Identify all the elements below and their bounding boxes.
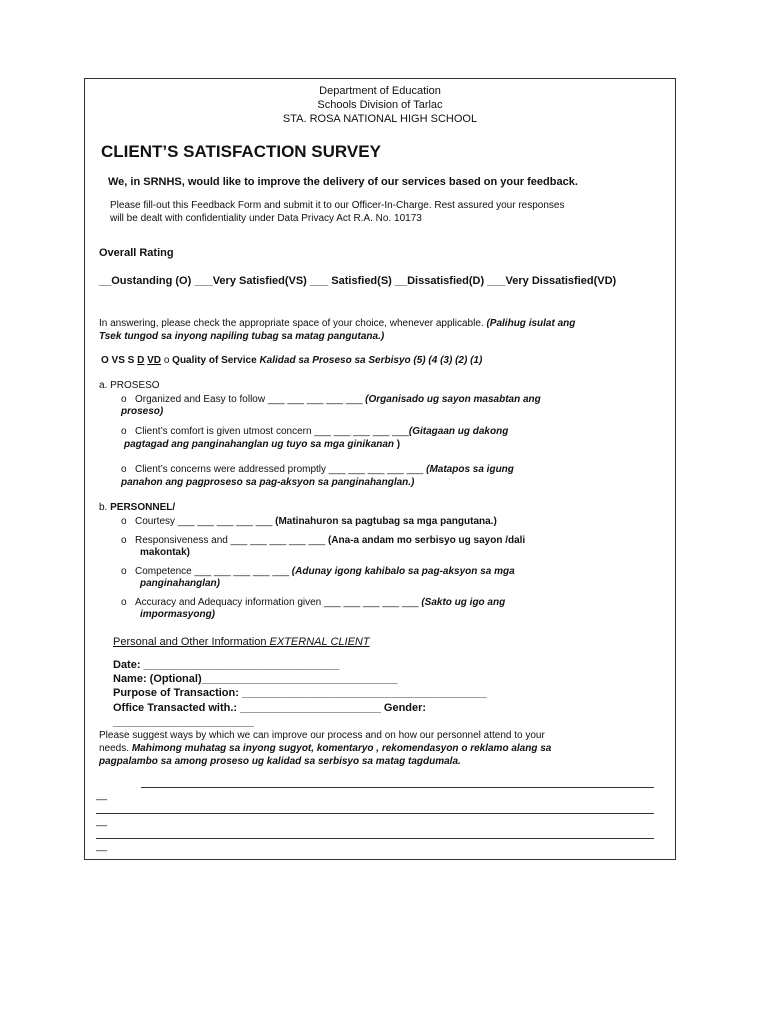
bullet-icon: o xyxy=(121,516,127,527)
gender-field[interactable]: _______________________ xyxy=(113,716,254,728)
school-name: STA. ROSA NATIONAL HIGH SCHOOL xyxy=(282,113,478,125)
quality-label-translation: Kalidad sa Proseso sa Serbisyo xyxy=(259,355,411,366)
purpose-field[interactable]: Purpose of Transaction: ________________________________________ xyxy=(113,687,487,699)
overall-rating-options: __Oustanding (O) ___Very Satisfied(VS) ___ Satisfied(S) __Dissatisfied(D) ___Very Dissatisfied(VD) xyxy=(99,275,617,287)
personnel-item-competence xyxy=(121,566,515,578)
item-text: Competence ___ ___ ___ ___ ___ xyxy=(135,566,292,577)
proseso-heading: a. PROSESO xyxy=(99,380,160,391)
proseso-item-comfort-translation-cont xyxy=(124,439,400,451)
rating-codes: O VS S xyxy=(101,355,138,366)
item-text: Client’s comfort is given utmost concern ___ ___ ___ ___ ___ xyxy=(135,426,409,437)
item-translation: (Matapos sa igung xyxy=(426,464,514,475)
rating-scale: (5) (4 (3) (2) (1) xyxy=(410,355,483,366)
personnel-heading xyxy=(99,502,175,514)
external-client-label: EXTERNAL CLIENT xyxy=(269,636,370,648)
personnel-item-courtesy xyxy=(121,516,497,528)
bullet-icon: o xyxy=(161,355,173,366)
rating-code-vd: VD xyxy=(147,355,162,366)
personnel-item-competence-translation-cont: panginahanglan) xyxy=(140,578,220,589)
instructions-line-1: Please fill-out this Feedback Form and submit it to our Officer-In-Charge. Rest assured your responses xyxy=(110,200,565,211)
suggestion-line-1[interactable] xyxy=(141,787,654,788)
answering-instructions-line-2: Tsek tungod sa inyong napiling tubag sa matag pangutana.) xyxy=(99,331,385,342)
personnel-item-accuracy-translation-cont: impormasyong) xyxy=(140,609,216,620)
bullet-icon: o xyxy=(121,597,127,608)
suggest-translation: Mahimong muhatag sa inyong sugyot, komentaryo , rekomendasyon o reklamo alang sa xyxy=(131,743,552,754)
personnel-item-responsiveness-translation-cont: makontak) xyxy=(140,547,191,558)
bullet-icon: o xyxy=(121,535,127,546)
answering-instructions-translation: (Palihug isulat ang xyxy=(486,318,576,329)
rating-code-d: D xyxy=(137,355,145,366)
suggest-text: needs. xyxy=(99,743,132,754)
suggestion-line-3[interactable] xyxy=(96,838,654,839)
item-text: Accuracy and Adequacy information given ___ ___ ___ ___ ___ xyxy=(135,597,422,608)
item-translation: (Gitagaan ug dakong xyxy=(408,426,509,437)
proseso-item-organized-translation-cont: proseso) xyxy=(121,406,164,417)
date-field[interactable]: Date: ________________________________ xyxy=(113,659,340,671)
item-text: Responsiveness and ___ ___ ___ ___ ___ xyxy=(135,535,328,546)
proseso-item-comfort xyxy=(121,426,508,438)
answering-instructions-text: In answering, please check the appropriate space of your choice, whenever applicable. xyxy=(99,318,487,329)
item-translation-cont: pagtagad ang panginahanglan ug tuyo sa mga ginikanan xyxy=(124,439,395,450)
item-text: Courtesy ___ ___ ___ ___ ___ xyxy=(135,516,276,527)
division-name: Schools Division of Tarlac xyxy=(317,99,443,111)
suggestion-line-3-tail: __ xyxy=(96,841,108,852)
personnel-label: PERSONNEL/ xyxy=(110,502,176,513)
intro-text: We, in SRNHS, would like to improve the delivery of our services based on your feedback. xyxy=(108,176,578,188)
bullet-icon: o xyxy=(121,394,127,405)
suggest-line-3: pagpalambo sa among proseso ug kalidad sa serbisyo sa matag tagdumala. xyxy=(99,756,461,767)
bullet-icon: o xyxy=(121,464,127,475)
item-translation: (Adunay igong kahibalo sa pag-aksyon sa mga xyxy=(291,566,515,577)
suggestion-line-2-tail: __ xyxy=(96,816,108,827)
suggestion-line-2[interactable] xyxy=(96,813,654,814)
instructions-line-2: will be dealt with confidentiality under Data Privacy Act R.A. No. 10173 xyxy=(110,213,422,224)
item-translation: (Matinahuron sa pagtubag sa mga pangutana.) xyxy=(275,516,497,527)
proseso-item-concerns-translation-cont: panahon ang pagproseso sa pag-aksyon sa panginahanglan.) xyxy=(121,477,415,488)
proseso-item-organized xyxy=(121,394,541,406)
name-field[interactable]: Name: (Optional)________________________________ xyxy=(113,673,398,685)
item-translation: (Ana-a andam mo serbisyo ug sayon /dali xyxy=(327,535,526,546)
personnel-item-accuracy xyxy=(121,597,505,609)
suggestion-line-1-tail: __ xyxy=(96,790,108,801)
suggest-line-1: Please suggest ways by which we can improve our process and on how our personnel attend to your xyxy=(99,730,545,741)
office-gender-field[interactable]: Office Transacted with.: _______________________ Gender: xyxy=(113,702,427,714)
department-name: Department of Education xyxy=(319,85,441,97)
answering-instructions-line-1 xyxy=(99,318,575,330)
overall-rating-label: Overall Rating xyxy=(99,247,174,259)
quality-of-service-header xyxy=(101,355,482,367)
personal-info-heading xyxy=(113,636,370,649)
personal-info-label: Personal and Other Information xyxy=(113,636,270,648)
personnel-prefix: b. xyxy=(99,502,111,513)
page-title: CLIENT’S SATISFACTION SURVEY xyxy=(101,142,381,161)
item-text: Organized and Easy to follow ___ ___ ___ ___ ___ xyxy=(135,394,366,405)
personnel-item-responsiveness xyxy=(121,535,525,547)
bullet-icon: o xyxy=(121,566,127,577)
quality-label: Quality of Service xyxy=(172,355,260,366)
suggest-line-2 xyxy=(99,743,551,755)
item-translation: (Organisado ug sayon masabtan ang xyxy=(365,394,541,405)
bullet-icon: o xyxy=(121,426,127,437)
proseso-item-concerns xyxy=(121,464,514,476)
item-text: Client’s concerns were addressed promptly ___ ___ ___ ___ ___ xyxy=(135,464,427,475)
item-translation-end: ) xyxy=(394,439,401,450)
item-translation: (Sakto ug igo ang xyxy=(421,597,506,608)
